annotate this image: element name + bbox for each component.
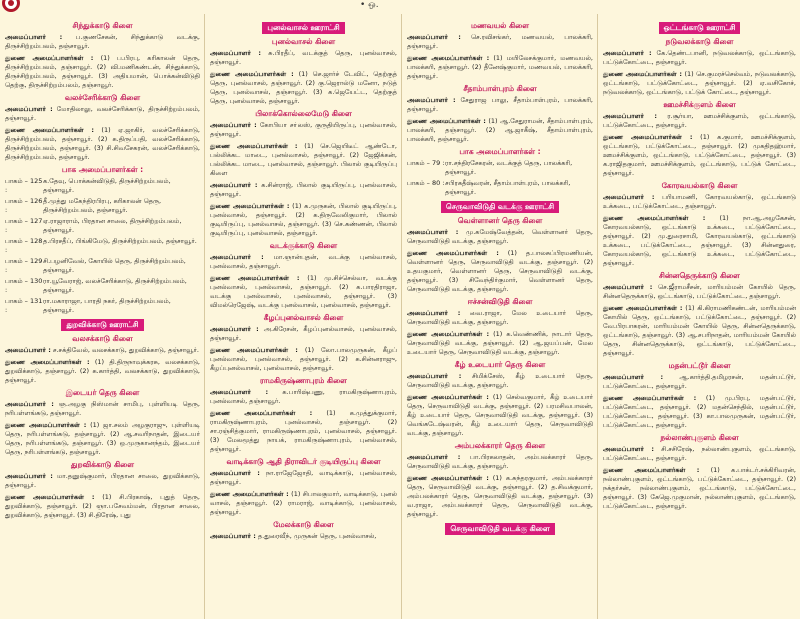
booth-member: சி.பழனிவேல், கோயில் தெரு, திருச்சிற்றம்பலம், தஞ்சாவூர். — [43, 257, 186, 274]
member-entry — [5, 33, 200, 51]
branch-heading: ராமகிருஷ்ணாபுரம் கிளை — [260, 376, 347, 385]
column-3 — [401, 14, 597, 619]
role-label: அமைப்பாளர் : — [210, 121, 257, 129]
role-label: அமைப்பாளர் : — [603, 283, 653, 291]
member-details: (1) செ.ஜெயிடீட் ஆண்டோ, பல்லிக்கட மாடை, புனல்வாசல், தஞ்சாவூர். (2) ஜேஜிக்கன், பல்லிக்கட மாடை, புனல்வாசல், தஞ்சாவூர். பிலால் குடியிருப்பு கிளை — [210, 142, 397, 177]
branch-heading: மேலக்காடு கிளை — [273, 520, 334, 529]
member-entry — [603, 214, 796, 268]
role-label: அமைப்பாளர் : — [407, 96, 456, 104]
role-label: துணை அமைப்பாளர்கள் : — [210, 70, 294, 78]
member-entry — [210, 142, 397, 178]
member-entry — [210, 325, 397, 343]
member-details: சேதுராஜ பாலு, சீதாம்பாள்புரம், பாலக்கரி, தஞ்சாவூர். — [407, 96, 593, 113]
member-entry — [210, 274, 397, 310]
role-label: அமைப்பாளர் : — [603, 49, 652, 57]
role-label: துணை அமைப்பாளர்கள் : — [407, 249, 499, 257]
role-label: அமைப்பாளர் : — [603, 373, 664, 381]
booth-number: பாகம் – 125 : — [5, 177, 43, 194]
member-details: ப.குணசேகன், சிந்துக்காடு வடக்கு, திருச்சிற்றம்பலம், தஞ்சாவூர். — [5, 33, 200, 50]
branch-heading: ஊமச்சிக்குளம் கிளை — [663, 100, 736, 109]
member-entry — [5, 421, 200, 457]
member-entry — [407, 372, 593, 390]
role-label: அமைப்பாளர் : — [407, 33, 461, 41]
member-details: (1) மயிலேசக்குமார், மணவயல், பாலக்கரி, தஞ்சாவூர். (2) தீனேஷ்குமார், மணவயல், பாலக்கரி, தஞ்சாவூர். — [407, 54, 593, 80]
role-label: துணை அமைப்பாளர்கள் : — [407, 54, 490, 62]
member-details: (1) கி.கிராமணிகண்டன், மாரியம்மன் கோயில் தெரு, ஒட்டங்காடு, பட்டுக்கோட்டை, தஞ்சாவூர். (2) வே.பிரபாகரன், மாரியம்மன் கோயில் தெரு, சின்னதெருக்காடு, ஒட்டங்காடு, தஞ்சாவூர். (3) ஆ.சபரிநாதன், மாரியம்மன் கோயில் தெரு, சின்னதெருக்காடு, ஒட்டங்காடு, பட்டுக்கோட்டை, தஞ்சாவூர். — [603, 304, 796, 357]
role-label: துணை அமைப்பாளர்கள் : — [210, 142, 298, 150]
role-label: அமைப்பாளர் : — [5, 472, 53, 480]
panchayat-banner: புனல்வாசல் ஊராட்சி — [262, 22, 344, 34]
member-details: (1) தி.திருநாவுக்கரசு, வலசக்காடு, துறவிக்காடு, தஞ்சாவூர். (2) க.கார்த்தி, வலசக்காடு, துறவிக்காடு, தஞ்சாவூர். — [5, 358, 200, 384]
booth-row — [5, 237, 200, 255]
member-entry — [407, 117, 593, 144]
member-details: (1) க.சுந்தரகுமார், அம்பலக்காரர் தெரு, செருவாவிடுதி வடக்கு, தஞ்சாவூர். (2) த.சிவக்குமார், அம்பலக்காரர் தெரு, செருவாவிடுதி வடக்கு, தஞ்சாவூர். (3) வ.ராஜா, அம்பலக்காரர் தெரு, செருவாவிடுதி வடக்கு, தஞ்சாவூர். — [407, 474, 593, 518]
booth-number: பாகம் – 128 : — [5, 237, 43, 254]
role-label: துணை அமைப்பாளர்கள் : — [407, 393, 489, 401]
column-2 — [204, 14, 401, 619]
member-entry — [210, 181, 397, 199]
member-details: மு.கமேஷ்வேத்தன், வெள்ளானர் தெரு, செருவாவிடுதி வடக்கு, தஞ்சாவூர். — [407, 228, 593, 245]
member-entry — [5, 400, 200, 418]
member-entry — [210, 346, 397, 373]
member-details: மோதிலாலு, வலச்சேரிக்காடு, திருச்சிற்றம்பலம், தஞ்சாவூர். — [5, 105, 200, 122]
member-details: கே.தெண்டபானி, நடுவலக்காடு, ஒட்டங்காடு, பட்டுக்கோட்டை, தஞ்சாவூர். — [603, 49, 796, 66]
role-label: அமைப்பாளர் : — [407, 309, 461, 317]
booth-member: ரா.மகாராஜா, பாரதி நகர், திருச்சிற்றம்பலம், தஞ்சாவூர். — [43, 297, 171, 314]
booth-member: ஏ.ராஜாராம், பிரதான சாலை, திருச்சிற்றம்பலம், தஞ்சாவூர். — [43, 217, 182, 234]
member-entry — [407, 228, 593, 246]
branch-heading: வாடிக்காடு ஆதி திராவிடர் குடியிருப்பு கிளை — [226, 457, 381, 466]
role-label: அமைப்பாளர் : — [210, 532, 256, 540]
role-label: துணை அமைப்பாளர்கள் : — [5, 54, 94, 62]
masthead-strip — [0, 0, 800, 14]
member-entry — [407, 309, 593, 327]
member-entry — [5, 493, 200, 520]
role-label: அமைப்பாளர் : — [5, 105, 53, 113]
role-label: துணை அமைப்பாளர்கள் : — [210, 490, 289, 498]
booth-member: ரா.யூவேராஜ், வலச்சேரிக்காடு, திருச்சிற்றம்பலம், தஞ்சாவூர். — [43, 277, 187, 294]
branch-heading: கோரவயல்காடு கிளை — [661, 181, 738, 190]
member-entry — [603, 283, 796, 301]
booth-number: பாகம் – 131 : — [5, 297, 43, 314]
role-label: துணை அமைப்பாளர்கள் : — [603, 214, 706, 222]
member-entry — [407, 393, 593, 438]
member-entry — [5, 54, 200, 90]
member-entry — [5, 105, 200, 123]
booth-row — [5, 277, 200, 295]
branch-heading: புனல்வாசல் கிளை — [271, 37, 336, 46]
booth-row — [5, 217, 200, 235]
member-entry — [210, 490, 397, 517]
booth-number: பாகம் – 79 : — [407, 159, 445, 167]
member-details: செ.ஜீராமசீசன், மாரியம்மன் கோயில் தெரு, சின்னதெருக்காடு, ஒட்டங்காடு, பட்டுக்கோட்டை, தஞ்சாவூர். — [603, 283, 796, 300]
branch-heading: கீழப்புனல்வாசல் கிளை — [263, 313, 344, 322]
role-label: துணை அமைப்பாளர்கள் : — [5, 421, 87, 429]
member-entry — [5, 126, 200, 162]
branch-heading: சிந்துக்காடு கிளை — [72, 21, 133, 30]
booth-row — [5, 257, 200, 275]
member-details: செ.ரவிசங்கர், மணவயல், பாலக்கரி, தஞ்சாவூர். — [407, 33, 593, 50]
member-details: (1) க.முருகன், பிலால் குடியிருப்பு, புனல்வாசல், தஞ்சாவூர். (2) க.திருவேலிகுமார், பிலால் குடியிருப்பு, புனல்வாசல், தஞ்சாவூர். (3) செ.கண்ணன், பிலால் குடியிருப்பு, புனல்வாசல், தஞ்சாவூர். — [210, 202, 397, 237]
member-entry — [603, 49, 796, 67]
member-entry — [407, 330, 593, 357]
booth-row — [5, 297, 200, 315]
role-label: அமைப்பாளர் : — [210, 181, 258, 189]
member-details: ச.சக்திவேல், வலசக்காடு, துறவிக்காடு, தஞ்சாவூர். — [52, 346, 199, 354]
member-entry — [603, 445, 796, 463]
role-label: துணை அமைப்பாளர்கள் : — [407, 117, 486, 125]
member-details: (1) க.பாக்டர்.சக்கிரிவரன், நல்லாண்புகுளம், ஒட்டங்காடு, பட்டுக்கோட்டை, தஞ்சாவூர். (2) நக்தர்சன், நல்லாண்புகுளம், ஒட்டங்காடு, பட்டுக்கோட்டை, தஞ்சாவூர். (3) கேஜெ.முகுமான், நல்லாண்புகுளம், ஒட்டங்காடு, பட்டுக்கோட்டை, தஞ்சாவூர். — [603, 466, 796, 510]
member-details: (1) மு.சிச்செல்வா, வடக்கு புனல்வாசல், புனல்வாசல், தஞ்சாவூர். (2) க.பாரதிராஜா, வடக்கு புனல்வாசல், புனல்வாசல், தஞ்சாவூர். (3) விமல்ரெஜேஷ், வடக்கு புனல்வாசல், புனல்வாசல், தஞ்சாவூர். — [210, 274, 397, 309]
role-label: அமைப்பாளர் : — [603, 445, 654, 453]
member-details: (1) செல்வகுமார், கீழ் உடையார் தெரு, செருவாவிடுதி வடக்கு, தஞ்சாவூர். (2) பரமசிவபாலன், கீழ் உடையார் தெரு, செருவாவிடுதி வடக்கு, தஞ்சாவூர். (3) வெங்கடேஷ்வரன், கீழ் உடையார் தெரு, செருவாவிடுதி வடக்கு, தஞ்சாவூர். — [407, 393, 593, 437]
member-details: (1) சி.பிரகாஷ், புதுத் தெரு, துறவிக்காடு, தஞ்சாவூர். (2) ஞா.பசேவம்மன், பிரதான சாலை, துறவிக்காடு, தஞ்சாவூர். (3) சி.திரேஷ், புது — [5, 493, 200, 519]
branch-heading: பிலாக்கொல்லைமேடு கிளை — [255, 109, 352, 118]
member-details: மா.ஞான்புதன், வடக்கு புனல்வாசல், புனல்வாசல், தஞ்சாவூர். — [210, 253, 397, 270]
role-label: துணை அமைப்பாளர்கள் : — [5, 358, 90, 366]
member-entry — [210, 49, 397, 67]
member-entry — [5, 346, 200, 355]
member-details: ர.சூர்யா, ஊமச்சிக்குளம், ஒட்டங்காடு, பட்டுக்கோட்டை, தஞ்சாவூர். — [603, 112, 796, 129]
member-details: (1) ஏ.ஜாகிர், வலச்சேரிக்காடு, திருச்சிற்றம்பலம், தஞ்சாவூர். (2) க.திருப்பதி, வலச்சேரிக்காடு, திருச்சிற்றம்பலம், தஞ்சாவூர். (3) சி.சிவசேகரன், வலச்சேரிக்காடு, திருச்சிற்றம்பலம், தஞ்சாவூர். — [5, 126, 200, 161]
branch-heading: வடக்குக்காடு கிளை — [269, 241, 338, 250]
panchayat-banner: துறவிக்காடு ஊராட்சி — [61, 319, 143, 331]
role-label: துணை அமைப்பாளர்கள் : — [603, 394, 697, 402]
booth-row — [407, 159, 593, 177]
role-label: துணை அமைப்பாளர்கள் : — [603, 466, 700, 474]
member-details: (1) லோ.பாலமுருகன், கீழப் புனல்வாசல், புனல்வாசல், தஞ்சாவூர். (2) க.சின்னராஜு, கீழப்புனல்வாசல், புனல்வாசல், தஞ்சாவூர். — [210, 346, 397, 372]
booth-member: சபிரகதீஷ்வரன், சீதாம்பாள்புரம், பாலக்கரி, தஞ்சாவூர். — [445, 179, 571, 196]
role-label: துணை அமைப்பாளர்கள் : — [5, 126, 94, 134]
member-entry — [603, 112, 796, 130]
member-details: ஆ.கார்த்தி.தமிழரசன், மதன்பட்டூர், பட்டுக்கோட்டை, தஞ்சாவூர். — [603, 373, 796, 390]
member-entry — [603, 373, 796, 391]
member-entry — [407, 33, 593, 51]
role-label: துணை அமைப்பாளர்கள் : — [407, 330, 490, 338]
booth-number: பாகம் – 127 : — [5, 217, 43, 234]
branch-heading: வெள்ளானர் தெரு கிளை — [457, 216, 543, 225]
role-label: துணை அமைப்பாளர்கள் : — [210, 274, 300, 282]
member-entry — [603, 70, 796, 97]
booth-row — [407, 179, 593, 197]
role-label: அமைப்பாளர் : — [407, 372, 462, 380]
branch-heading: வலச்சேரிக்காடு கிளை — [64, 93, 141, 102]
member-entry — [210, 70, 397, 106]
member-details: பரியாமணி, கோரவயல்காடு, ஒட்டங்காடு உக்கடை, பட்டுக்கோட்டை, தஞ்சாவூர். — [603, 193, 796, 210]
member-entry — [407, 453, 593, 471]
role-label: அமைப்பாளர் : — [210, 388, 269, 396]
member-entry — [603, 193, 796, 211]
booth-member: தீ.முத்து மகேந்திரபிரபு, கரிகாலன் தெரு, திருச்சிற்றம்பலம், தஞ்சாவூர். — [43, 197, 162, 214]
member-entry — [210, 532, 397, 541]
booth-number: பாகம் – 129 : — [5, 257, 43, 274]
member-details: (1) க.முத்துக்குமார், ராமகிருஷ்ணாபுரம், புனல்வாசல், தஞ்சாவூர். (2) சா.ரஞ்சித்குமார், ராமகிருஷ்ணாபுரம், புனல்வாசல், தஞ்சாவூர். (3) மேலமூத்து நாயக், ராமகிருஷ்ணாபுரம், புனல்வாசல், தஞ்சாவூர். — [210, 409, 397, 453]
branch-heading: கீழ் உடையார் தெரு கிளை — [454, 360, 546, 369]
member-entry — [210, 388, 397, 406]
branch-heading: மதன்பட்டூர் கிளை — [668, 361, 731, 370]
column-4 — [597, 14, 800, 619]
branch-heading: சின்னதெருக்காடு கிளை — [659, 271, 740, 280]
member-entry — [603, 133, 796, 178]
member-entry — [210, 121, 397, 139]
branch-heading: இடையர் தெரு கிளை — [65, 388, 140, 397]
booth-member: க.தேவு, பொக்கன்விடுதி, திருச்சிற்றம்பலம், தஞ்சாவூர். — [43, 177, 171, 194]
role-label: அமைப்பாளர் : — [407, 453, 461, 461]
member-entry — [210, 202, 397, 238]
member-details: ஞ.அழகு நிஸ்மான் சாமிபு, புள்ளியடி தெரு, நரிபள்ளங்கடு, தஞ்சாவூர். — [5, 400, 200, 417]
member-details: சி.சசிரேஷ், நல்லாண்புகுளம், ஒட்டங்காடு, பட்டுக்கோட்டை, தஞ்சாவூர். — [603, 445, 796, 462]
member-details: (1) செ.குமரச்செல்வம், நடுவலக்காடு, ஒட்டங்காடு, பட்டுக்கோட்டை, தஞ்சாவூர். (2) ஏ.வசிகோச், நடுவலக்காடு, ஒட்டங்காடு, பட்டுக் கோட்டை, தஞ்சாவூர். — [603, 70, 796, 96]
branch-heading: சீதாம்பாள்புரம் கிளை — [463, 84, 537, 93]
member-entry — [5, 472, 200, 490]
member-entry — [603, 394, 796, 430]
branch-heading: பாக அமைப்பாளர்கள் : — [459, 147, 541, 156]
member-entry — [210, 253, 397, 271]
member-details: (1) சிபாலகுமார், வாடிக்காடு, புனல் வாசல், தஞ்சாவூர். (2) ராமராஜ், வாடிக்காடு, புனல்வாசல், தஞ்சாவூர். — [210, 490, 397, 516]
member-entry — [407, 474, 593, 519]
member-details: த.துரைவீந், முருகன் தெரு, புனல்வாசல், — [257, 532, 377, 540]
role-label: துணை அமைப்பாளர்கள் : — [210, 202, 290, 210]
column-1 — [0, 14, 204, 619]
branch-heading: வலசக்காடு கிளை — [72, 334, 133, 343]
branch-heading: அம்பலக்காரர் தெரு கிளை — [454, 441, 546, 450]
member-details: வை.ராஜா, மேல உடையார் தெரு, செருவாவிடுதி வடக்கு, தஞ்சாவூர். — [407, 309, 593, 326]
member-details: அ.கிரேசன், கீழப்புனல்வாசல், புனல்வாசல், தஞ்சாவூர். — [210, 325, 397, 342]
role-label: அமைப்பாளர் : — [210, 253, 264, 261]
masthead-text: • ஒ. — [360, 0, 379, 10]
role-label: துணை அமைப்பாளர்கள் : — [210, 409, 313, 417]
role-label: அமைப்பாளர் : — [210, 49, 262, 57]
role-label: அமைப்பாளர் : — [210, 325, 259, 333]
member-entry — [5, 358, 200, 385]
panchayat-banner: செருவாவிடுதி வடக்கு கிளை — [445, 523, 554, 535]
booth-number: பாகம் – 130 : — [5, 277, 43, 294]
party-logo-icon — [2, 0, 20, 12]
role-label: அமைப்பாளர் : — [603, 193, 655, 201]
member-details: நா.ராஜேஜோதி, வாடிக்காடு, புனல்வாசல், தஞ்சாவூர். — [210, 469, 397, 486]
article-columns — [0, 14, 800, 619]
member-details: சிமிக்சேஸ், கீழ் உடையார் தெரு, செருவாவிடுதி வடக்கு, தஞ்சாவூர். — [407, 372, 593, 389]
role-label: அமைப்பாளர் : — [603, 112, 658, 120]
branch-heading: ஈச்சன்விடுதி கிளை — [467, 297, 533, 306]
member-details: (1) ப.பிரபு, கரிகாலன் தெரு, திருச்சிற்றம்பலம், தஞ்சாவூர். (2) வி.மணிகண்டன், சிந்துக்காடு, திருச்சிற்றம்பலம், தஞ்சாவூர். (3) அதியமான், பொக்கன்விடுதி தெற்கு, திருச்சிற்றம்பலம், தஞ்சாவூர். — [5, 54, 200, 89]
role-label: அமைப்பாளர் : — [5, 33, 63, 41]
role-label: துணை அமைப்பாளர்கள் : — [603, 70, 682, 78]
member-entry — [407, 96, 593, 114]
booth-number: பாகம் – 126 : — [5, 197, 43, 214]
role-label: அமைப்பாளர் : — [407, 228, 459, 236]
branch-heading: பாக அமைப்பாளர்கள் : — [61, 165, 144, 174]
role-label: அமைப்பாளர் : — [5, 400, 54, 408]
member-details: கோபியா சா்லஸ், குருதியிருப்பு, புனல்வாசல், தஞ்சாவூர். — [210, 121, 397, 138]
role-label: அமைப்பாளர் : — [5, 346, 51, 354]
role-label: துணை அமைப்பாளர்கள் : — [603, 133, 693, 141]
booth-member: த.பிரசதீப், பிங்கிமேடு, திருச்சிற்றம்பலம், தஞ்சாவூர். — [43, 237, 197, 245]
member-details: மா.தனுஷ்குமார், பிரதான சாலை, துறவிக்காடு, தஞ்சாவூர். — [5, 472, 200, 489]
member-entry — [210, 409, 397, 454]
member-entry — [407, 249, 593, 294]
role-label: துணை அமைப்பாளர்கள் : — [5, 493, 95, 501]
member-details: (1) மு.பிரபு, மதன்பட்டூர், பட்டுக்கோட்டை, தஞ்சாவூர். (2) மதன்செந்தில், மதன்பட்டூர், பட்டுக்கோட்டை, தஞ்சாவூர். (3) கா.பாலமுருகன், மதன்பட்டூர், பட்டுக்கோட்டை, தஞ்சாவூர். — [603, 394, 796, 429]
member-details: (1) க.வெண்ணிக், நாடார் தெரு, செருவாவிடுதி வடக்கு, தஞ்சாவூர். (2) ஆ.ஜயப்பன், மேல உடையார் தெரு, செருவாவிடுதி வடக்கு, தஞ்சாவூர். — [407, 330, 593, 356]
role-label: துணை அமைப்பாளர்கள் : — [603, 304, 683, 312]
branch-heading: மணவயல் கிளை — [470, 21, 530, 30]
member-details: (1) க.குமார், ஊமச்சிக்குளம், ஒட்டங்காடு, பட்டுக்கோட்டை, தஞ்சாவூர். (2) முகதிதஹ்மார், ஊமச்சிக்குளம், ஒட்டங்காடு, பட்டுக்கோட்டை, தஞ்சாவூர். (3) க.ராஜிதகுமார், ஊமச்சிக்குளம், ஒட்டங்காடு, பட்டுக் கோட்டை, தஞ்சாவூர். — [603, 133, 796, 177]
member-entry — [210, 469, 397, 487]
role-label: அமைப்பாளர் : — [210, 469, 260, 477]
member-entry — [407, 54, 593, 81]
member-details: (1) நா.ஆ.அழகேசன், கோரவயல்காடு, ஒட்டங்காடு உக்கடை, பட்டுக்கோட்டை, தஞ்சாவூர். (2) மு.துரைசாமி, கோரவயல்காடு, ஒட்டங்காடு உக்கடை, பட்டுக்கோட்டை, தஞ்சாவூர். (3) சின்னதுரை, கோரவயல்காடு, ஒட்டங்காடு உக்கடை, பட்டுக்கோட்டை, தஞ்சாவூர். — [603, 214, 796, 267]
member-details: (1) ஆ.சேதுராமன், சீதாம்பாள்புரம், பாலக்கரி, தஞ்சாவூர். (2) ஆ.ஜாகீஷ், சீதாம்பாள்புரம், பாலக்கரி, தஞ்சாவூர். — [407, 117, 593, 143]
member-details: (1) ஜா.சலம் அழகுராஜு, புள்ளியடி தெரு, நரிபள்ளங்கடு, தஞ்சாவூர். (2) ஆ.சவரிநாதன், இடையர் தெரு, நரிபள்ளங்கடு, தஞ்சாவூர். (3) ஒ.முருகானந்தம், இடையர் தெரு, நரிபள்ளங்கடு, தஞ்சாவூர். — [5, 421, 200, 456]
member-details: சு.பிரதீப், வடக்குத் தெரு, புனல்வாசல், தஞ்சாவூர். — [210, 49, 397, 66]
member-details: (1) த.பாலசுப்பிரமணியன், வெள்ளானர் தெரு, செருவாவிடுதி வடக்கு, தஞ்சாவூர். (2) உதயகுமார், வெள்ளானர் தெரு, செருவாவிடுதி வடக்கு, தஞ்சாவூர். (3) சிவேந்திர்குமார், வெள்ளானர் தெரு, செருவாவிடுதி வடக்கு, தஞ்சாவூர். — [407, 249, 593, 293]
branch-heading: நல்லாண்புகுளம் கிளை — [660, 433, 739, 442]
member-details: க.சின்ராஜ், பிலால் குடியிருப்பு, புனல்வாசல், தஞ்சாவூர். — [210, 181, 397, 198]
member-entry — [603, 304, 796, 358]
branch-heading: துறவிக்காடு கிளை — [71, 460, 134, 469]
role-label: துணை அமைப்பாளர்கள் : — [210, 346, 298, 354]
member-details: (1) செ.ஜார்ச் டேவிட், தெற்குத் தெரு, புனல்வாசல், தஞ்சாவூர். (2) கு.ஜெரால்டு மனோ, நடுத் தெரு, புனல்வாசல், தஞ்சாவூர். (3) க.ஜெயேட்ட, தெற்குத் தெரு, புனல்வாசல், தஞ்சாவூர். — [210, 70, 397, 105]
member-details: க.பாரிஷ்பணு, ராமகிருஷ்ணாபுரம், புனல்வாசல், தஞ்சாவூர். — [210, 388, 397, 405]
panchayat-banner: செருவாவிடுதி வடக்கு ஊராட்சி — [441, 201, 559, 213]
member-entry — [603, 466, 796, 511]
booth-row — [5, 197, 200, 215]
booth-number: பாகம் – 80 : — [407, 179, 445, 187]
booth-member: ரா.சந்திரசேகரன், வடக்குத் தெரு, பாலக்கரி, தஞ்சாவூர். — [445, 159, 573, 176]
panchayat-banner: ஒட்டங்காடு ஊராட்சி — [659, 22, 741, 34]
role-label: துணை அமைப்பாளர்கள் : — [407, 474, 489, 482]
booth-row — [5, 177, 200, 195]
branch-heading: நடுவலக்காடு கிளை — [665, 37, 734, 46]
member-details: பா.பிரகலாதன், அம்பலக்காரர் தெரு, செருவாவிடுதி வடக்கு, தஞ்சாவூர். — [407, 453, 593, 470]
